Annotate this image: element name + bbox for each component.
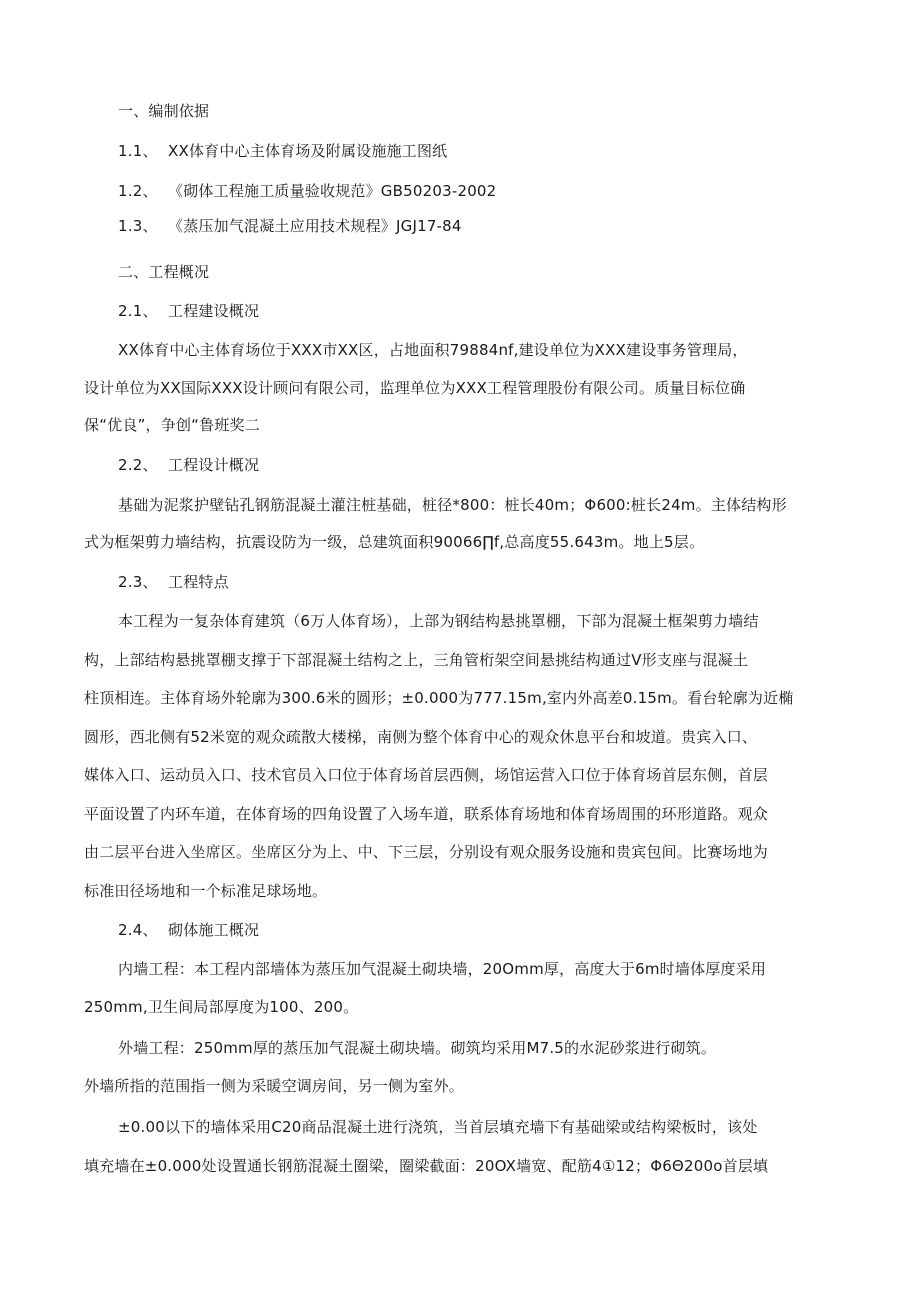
paragraph-line: 保“优良”，争创“鲁班奖二 — [84, 416, 260, 434]
basis-item-1-1 — [118, 141, 447, 161]
paragraph-line: 本工程为一复杂体育建筑（6万人体育场），上部为钢结构悬挑罩棚，下部为混凝土框架剪力墙结 — [118, 612, 759, 630]
item-text: 《蒸压加气混凝土应用技术规程》JGJ17-84 — [168, 217, 462, 235]
heading-2-4 — [118, 920, 259, 940]
paragraph-line: 设计单位为XX国际XXX设计顾问有限公司，监理单位为XXX工程管理股份有限公司。质量目标位确 — [84, 379, 746, 397]
paragraph-line: 平面设置了内环车道，在体育场的四角设置了入场车道，联系体育场地和体育场周围的环形道路。观众 — [84, 805, 769, 823]
heading-number: 2.2、 — [118, 456, 158, 474]
paragraph-line: 柱顶相连。主体育场外轮廓为300.6米的圆形；±0.000为777.15m,室内外高差0.15m。看台轮廓为近椭 — [84, 689, 794, 707]
basis-item-1-2 — [118, 181, 496, 201]
heading-2-1 — [118, 301, 259, 321]
section-1-title: 一、编制依据 — [118, 102, 210, 120]
paragraph-line: XX体育中心主体育场位于XXX市XX区，占地面积79884nf,建设单位为XXX建设事务管理局， — [118, 341, 748, 359]
heading-number: 2.4、 — [118, 921, 158, 939]
paragraph-line: 圆形，西北侧有52米宽的观众疏散大楼梯，南侧为整个体育中心的观众休息平台和坡道。贵宾入口、 — [84, 728, 758, 746]
section-2-title: 二、工程概况 — [118, 263, 210, 281]
paragraph-line: 内墙工程：本工程内部墙体为蒸压加气混凝土砌块墙，20Omm厚，高度大于6m时墙体厚度采用 — [118, 960, 767, 978]
item-number: 1.1、 — [118, 142, 158, 160]
item-number: 1.2、 — [118, 182, 158, 200]
paragraph-line: 外墙工程：250mm厚的蒸压加气混凝土砌块墙。砌筑均采用M7.5的水泥砂浆进行砌筑。 — [118, 1039, 717, 1057]
basis-item-1-3 — [118, 216, 462, 236]
paragraph-line: 填充墙在±0.000处设置通长钢筋混凝土圈梁，圈梁截面：20OX墙宽、配筋4①12；Φ6Θ200o首层填 — [84, 1157, 769, 1175]
paragraph-line: 媒体入口、运动员入口、技术官员入口位于体育场首层西侧，场馆运营入口位于体育场首层东侧，首层 — [84, 766, 769, 784]
paragraph-line: 250mm,卫生间局部厚度为100、200。 — [84, 998, 359, 1016]
paragraph-line: 外墙所指的范围指一侧为采暖空调房间，另一侧为室外。 — [84, 1077, 465, 1095]
heading-text: 工程建设概况 — [168, 302, 260, 320]
item-text: XX体育中心主体育场及附属设施施工图纸 — [168, 142, 448, 160]
item-number: 1.3、 — [118, 217, 158, 235]
item-text: 《砌体工程施工质量验收规范》GB50203-2002 — [168, 182, 497, 200]
heading-number: 2.3、 — [118, 573, 158, 591]
heading-text: 砌体施工概况 — [168, 921, 260, 939]
heading-text: 工程特点 — [168, 573, 229, 591]
heading-text: 工程设计概况 — [168, 456, 260, 474]
paragraph-line: 式为框架剪力墙结构，抗震设防为一级，总建筑面积90066∏f,总高度55.643m。地上5层。 — [84, 533, 705, 551]
paragraph-line: 构，上部结构悬挑罩棚支撑于下部混凝土结构之上，三角管桁架空间悬挑结构通过V形支座与混凝土 — [84, 651, 749, 669]
heading-2-3 — [118, 572, 229, 592]
heading-2-2 — [118, 455, 259, 475]
paragraph-line: ±0.00以下的墙体采用C20商品混凝土进行浇筑，当首层填充墙下有基础梁或结构梁板时，该处 — [118, 1118, 758, 1136]
paragraph-line: 基础为泥浆护壁钻孔钢筋混凝土灌注桩基础，桩径*800：桩长40m；Φ600:桩长24m。主体结构形 — [118, 496, 787, 514]
paragraph-line: 标准田径场地和一个标准足球场地。 — [84, 882, 328, 900]
heading-number: 2.1、 — [118, 302, 158, 320]
paragraph-line: 由二层平台进入坐席区。坐席区分为上、中、下三层，分别设有观众服务设施和贵宾包间。比赛场地为 — [84, 843, 769, 861]
